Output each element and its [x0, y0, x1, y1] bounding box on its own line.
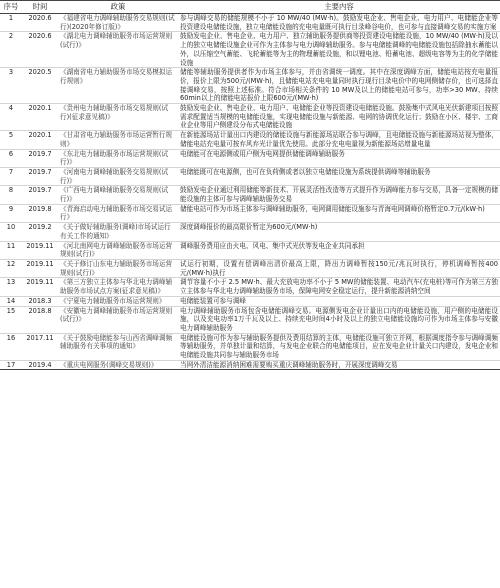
row-time: 2019.11	[22, 259, 58, 277]
row-policy: 《河南电力调峰辅助服务交易规则(试行)》	[58, 167, 178, 185]
table-row	[0, 186, 500, 204]
row-index: 5	[0, 131, 22, 149]
row-index: 2	[0, 32, 22, 68]
row-index: 6	[0, 149, 22, 167]
row-policy: 《关于做好辅助服务(调峰)市场试运行有关工作的通知》	[58, 223, 178, 241]
row-content: 电储能既可在电源侧，也可在负荷侧或者以独立电储能设施为系统提供调峰等辅助服务	[178, 167, 500, 185]
row-time: 2020.6	[22, 14, 58, 32]
row-index: 9	[0, 204, 22, 222]
table-row	[0, 32, 500, 68]
table-row	[0, 306, 500, 333]
row-index: 4	[0, 104, 22, 131]
row-content: 当网外清洁能源消纳困难需要购买重庆调峰辅助服务时，开展深度调峰交易	[178, 360, 500, 370]
row-content: 电储能装置可参与调峰	[178, 296, 500, 306]
row-time: 2020.5	[22, 68, 58, 104]
row-index: 16	[0, 333, 22, 360]
row-time: 2019.4	[22, 360, 58, 370]
row-policy: 《第三方独立主体参与华北电力调峰辅助服务市场试点方案(征求意见稿)》	[58, 278, 178, 296]
row-content: 鼓励发电企业、售电企业、电力用户、独立辅助服务提供商等投资建设电储能设施，10 MW/40 (MW·h)及以上的独立电储能设施企业可作为主体参与电力调峰辅助服务。参与电储能调峰的电储能设施包括除抽水蓄能以外，以压缩空气蓄能、飞轮蓄能等为主的物理蓄能设施，和以锂电池、铅蓄电池、超级电容等为主的化学储能设施	[180, 32, 498, 67]
row-time: 2019.2	[22, 223, 58, 241]
row-policy: 《安徽电力调峰辅助服务市场运营规则(试行)》	[58, 306, 178, 333]
row-policy: 《福建省电力调峰辅助服务交易规则(试行)(2020年修订版)》	[58, 14, 178, 32]
table-row	[0, 14, 500, 32]
row-policy: 《湖南省电力辅助服务市场交易模拟运行规则》	[58, 68, 178, 104]
row-content: 调峰服务费用应由火电、风电、集中式光伏等发电企业共同承担	[178, 241, 500, 259]
row-time: 2017.11	[22, 333, 58, 360]
row-content: 鼓励发电企业通过利用储能等新技术、开展灵活性改造等方式提升作为调峰能力参与交易，具备一定规模的储能设施的主体可参与调峰辅助服务交易	[180, 186, 498, 204]
row-time: 2019.11	[22, 241, 58, 259]
table-row	[0, 167, 500, 185]
row-index: 12	[0, 259, 22, 277]
row-index: 14	[0, 296, 22, 306]
table-row	[0, 204, 500, 222]
row-time: 2019.7	[22, 149, 58, 167]
row-policy: 《宁夏电力辅助服务市场运营规则》	[58, 296, 178, 306]
row-content: 电力调峰辅助服务市场包含电储能调峰交易。电源侧发电企业计量出口内的电储能设施，用户侧的电储能设施，以及充电功率1万千瓦及以上、持续充电时间4小时及以上的独立电储能设施均可作为市场主体参与安徽电力调峰辅助服务	[180, 306, 498, 332]
row-time: 2020.1	[22, 131, 58, 149]
table-row	[0, 131, 500, 149]
table-row	[0, 104, 500, 131]
table-row	[0, 360, 500, 370]
row-policy: 《关于鼓励电储能参与山西省调峰调频辅助服务有关事项的通知》	[58, 333, 178, 360]
table-row	[0, 149, 500, 167]
row-time: 2019.8	[22, 204, 58, 222]
table-row	[0, 241, 500, 259]
row-policy: 《关于修订山东电力辅助服务市场运营规则(试行)》	[58, 259, 178, 277]
header-row	[0, 1, 500, 14]
row-index: 3	[0, 68, 22, 104]
row-policy: 《青海启动电力辅助服务市场交易试运行》	[58, 204, 178, 222]
row-time: 2018.3	[22, 296, 58, 306]
row-index: 8	[0, 186, 22, 204]
row-index: 15	[0, 306, 22, 333]
row-policy: 《重庆电网服务(调峰交易规则)》	[58, 360, 178, 370]
table-row	[0, 259, 500, 277]
row-content: 在新能源场站计量出口内建设的储能设施与新能源场站联合参与调峰，且电储能设施与新能源场站视为整体，储能电站充电量可按弃风弃光计量优先使用。此部分充电电量视为新能源场站增量电量	[180, 131, 498, 148]
row-index: 17	[0, 360, 22, 370]
table-row	[0, 296, 500, 306]
row-policy: 《广西电力调峰辅助服务交易规则(试行)》	[58, 186, 178, 204]
header-index: 序号	[0, 1, 22, 14]
row-policy: 《甘肃省电力辅助服务市场运营暂行规则》	[58, 131, 178, 149]
row-index: 13	[0, 278, 22, 296]
row-index: 7	[0, 167, 22, 185]
row-content: 参与调峰交易的储能规模不小于 10 MW/40 (MW·h)。鼓励发电企业、售电企业、电力用户、电储能企业等投资建设电储能设施，独立电储能设施的充电电量既可执行目录峰谷电价，也可参与直接调峰交易的实施方案	[180, 14, 498, 31]
row-content: 电储能设施可作为参与辅助服务提供及费用结算的主体，电储能设施可独立并网，根据调度指令参与调峰调频等辅助服务，并单独计量和结算，与发电企业联合的电储能项目，应在发电企业计量关口内建设，发电企业和电储能设施共同参与辅助服务市场	[180, 333, 498, 360]
row-time: 2019.7	[22, 186, 58, 204]
table-row	[0, 333, 500, 360]
row-time: 2019.11	[22, 278, 58, 296]
row-time: 2020.1	[22, 104, 58, 131]
row-content: 深度调峰报价的最高限价暂定为600元/(MW·h)	[178, 223, 500, 241]
row-policy: 《贵州电力辅助服务市场交易规则(试行)(征求意见稿)》	[58, 104, 178, 131]
row-policy: 《湖北电力调峰辅助服务市场运营规则(试行)》	[58, 32, 178, 68]
row-index: 11	[0, 241, 22, 259]
table-row	[0, 68, 500, 104]
row-index: 1	[0, 14, 22, 32]
header-time: 时间	[22, 1, 58, 14]
row-index: 10	[0, 223, 22, 241]
row-content: 储能电站可作为市场主体参与调峰辅助服务，电网调用储能设施参与青海电网调峰价格暂定0.7元/(kW·h)	[178, 204, 500, 222]
row-content: 电储能可在电源侧或用户侧为电网提供储能调峰辅助服务	[178, 149, 500, 167]
table-row	[0, 223, 500, 241]
row-content: 调节容量不小于 2.5 MW·h、最大充放电功率不小于 5 MW的储能装置、电动汽车(充电桩)等可作为第三方独立主体参与华北电力调峰辅助服务市场，保障电网安全稳定运行，提升新能源消纳空间	[180, 278, 498, 296]
header-content: 主要内容	[178, 1, 500, 14]
row-policy: 《东北电力辅助服务市场运营规则(试行)》	[58, 149, 178, 167]
table-row	[0, 278, 500, 296]
row-time: 2020.6	[22, 32, 58, 68]
row-time: 2019.7	[22, 167, 58, 185]
row-policy: 《河北南网电力调峰辅助服务市场运营规则(试行)》	[58, 241, 178, 259]
header-policy: 政策	[58, 1, 178, 14]
row-content: 储能等辅助服务提供者作为市场主体参与，并由省调统一调度。其中在深度调峰方面，储能电站按充电量报价，报价上限为500元/(MW·h)，且储能电站充电电量同时执行现行目录电价中的电网侧储存价，也可选择直接调峰交易，按照上述标准。符合市场相关条件的 10 MW及以上的储能电站可参与，功率>30 MW、持续60min以上的储能电站报价上限600元/(MW·h)	[180, 68, 498, 103]
row-content: 鼓励发电企业、售电企业、电力用户、电储能企业等投资建设电储能设施。鼓励集中式风电光伏新建项目按照需求配置适当规模的电储能设施，实现电储能设施与新能源、电网的协调优化运行；鼓励在小区、楼宇、工商业企业等用户侧建设分布式电储能设施	[180, 104, 498, 130]
row-time: 2018.8	[22, 306, 58, 333]
row-content: 试运行初期，设置有偿调峰出清价最高上限，降出力调峰暂按150元/兆瓦时执行，停机调峰暂按400元/(MW·h)执行	[180, 259, 498, 277]
